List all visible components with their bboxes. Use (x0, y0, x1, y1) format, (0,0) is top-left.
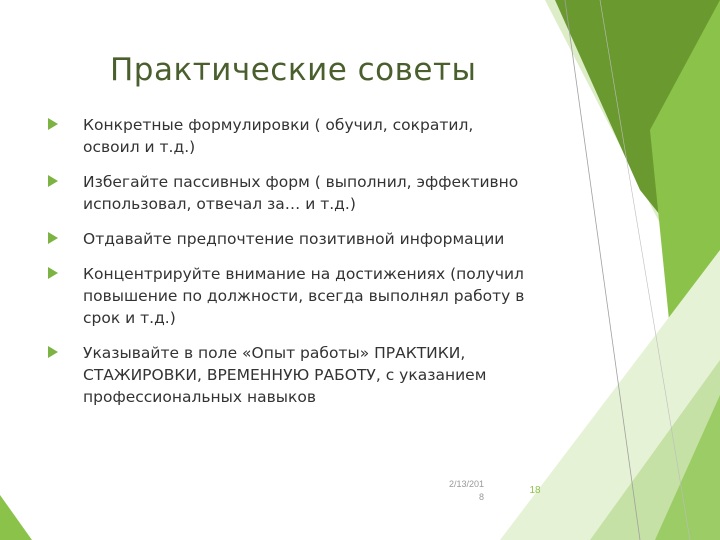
bullet-text: Избегайте пассивных форм ( выполнил, эффективно использовал, отвечал за… и т.д.) (83, 173, 519, 213)
bullet-item (48, 228, 538, 250)
triangle-right-icon (48, 232, 58, 244)
triangle-right-icon (48, 118, 58, 130)
bullet-text: Указывайте в поле «Опыт работы» ПРАКТИКИ, СТАЖИРОВКИ, ВРЕМЕННУЮ РАБОТУ, с указанием профессиональных навыков (83, 344, 487, 406)
bullet-text: Отдавайте предпочтение позитивной информации (83, 230, 505, 248)
slide-date: 2/13/201 8 (448, 479, 484, 502)
bullet-text: Конкретные формулировки ( обучил, сократил, освоил и т.д.) (83, 116, 474, 156)
triangle-right-icon (48, 175, 58, 187)
left-corner-shape (0, 495, 32, 540)
bullet-text: Концентрируйте внимание на достижениях (получил повышение по должности, всегда выполнял работу в срок и т.д.) (83, 265, 525, 327)
bullet-item (48, 114, 538, 158)
bullet-item (48, 342, 538, 408)
bullet-list (48, 114, 538, 421)
slide-page-number: 18 (529, 485, 541, 496)
triangle-right-icon (48, 267, 58, 279)
triangle-right-icon (48, 346, 58, 358)
slide-title: Практические советы (110, 52, 477, 88)
bullet-item (48, 263, 538, 329)
bullet-item (48, 171, 538, 215)
